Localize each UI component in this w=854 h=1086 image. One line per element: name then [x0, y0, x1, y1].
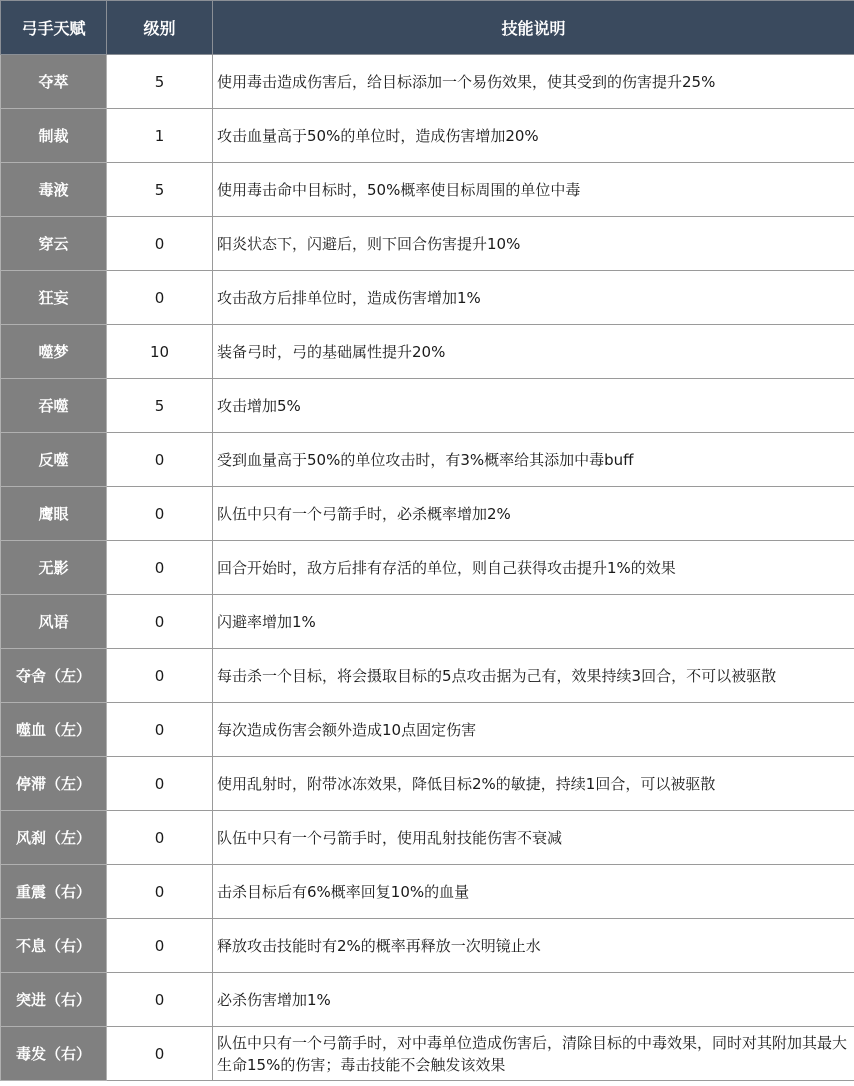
talent-description: 每次造成伤害会额外造成10点固定伤害 — [213, 703, 854, 757]
table-row — [1, 487, 854, 541]
table-row — [1, 55, 854, 109]
talent-name: 不息（右） — [1, 919, 107, 973]
talent-name: 吞噬 — [1, 379, 107, 433]
table-row — [1, 379, 854, 433]
talent-level: 0 — [107, 757, 213, 811]
talent-rows — [1, 55, 854, 1081]
talent-name: 夺萃 — [1, 55, 107, 109]
header-name: 弓手天赋 — [1, 1, 107, 55]
talent-description: 攻击增加5% — [213, 379, 854, 433]
talent-level: 0 — [107, 973, 213, 1027]
talent-name: 穿云 — [1, 217, 107, 271]
table-row — [1, 919, 854, 973]
talent-description: 受到血量高于50%的单位攻击时，有3%概率给其添加中毒buff — [213, 433, 854, 487]
talent-description: 队伍中只有一个弓箭手时，对中毒单位造成伤害后，清除目标的中毒效果，同时对其附加其最大生命15%的伤害；毒击技能不会触发该效果 — [213, 1027, 854, 1081]
talent-name: 毒发（右） — [1, 1027, 107, 1081]
talent-name: 噬梦 — [1, 325, 107, 379]
talent-level: 0 — [107, 811, 213, 865]
talent-level: 0 — [107, 271, 213, 325]
table-row — [1, 811, 854, 865]
talent-level: 0 — [107, 919, 213, 973]
talent-level: 5 — [107, 379, 213, 433]
talent-level: 5 — [107, 55, 213, 109]
table-row — [1, 1027, 854, 1081]
talent-level: 5 — [107, 163, 213, 217]
header-level: 级别 — [107, 1, 213, 55]
talent-description: 使用毒击造成伤害后，给目标添加一个易伤效果，使其受到的伤害提升25% — [213, 55, 854, 109]
talent-description: 队伍中只有一个弓箭手时，使用乱射技能伤害不衰减 — [213, 811, 854, 865]
talent-name: 风刹（左） — [1, 811, 107, 865]
table-row — [1, 541, 854, 595]
talent-level: 0 — [107, 703, 213, 757]
talent-description: 阳炎状态下，闪避后，则下回合伤害提升10% — [213, 217, 854, 271]
talent-level: 0 — [107, 487, 213, 541]
talent-description: 使用乱射时，附带冰冻效果，降低目标2%的敏捷，持续1回合，可以被驱散 — [213, 757, 854, 811]
talent-description: 装备弓时，弓的基础属性提升20% — [213, 325, 854, 379]
talent-name: 夺舍（左） — [1, 649, 107, 703]
talent-level: 0 — [107, 541, 213, 595]
talent-name: 停滞（左） — [1, 757, 107, 811]
table-row — [1, 433, 854, 487]
table-row — [1, 109, 854, 163]
table-row — [1, 649, 854, 703]
talent-name: 狂妄 — [1, 271, 107, 325]
talent-name: 无影 — [1, 541, 107, 595]
talent-level: 0 — [107, 865, 213, 919]
talent-level: 0 — [107, 595, 213, 649]
talent-description: 使用毒击命中目标时，50%概率使目标周围的单位中毒 — [213, 163, 854, 217]
table-row — [1, 973, 854, 1027]
header-row — [1, 1, 854, 55]
talent-description: 每击杀一个目标，将会摄取目标的5点攻击据为己有，效果持续3回合，不可以被驱散 — [213, 649, 854, 703]
talent-level: 0 — [107, 433, 213, 487]
table-row — [1, 271, 854, 325]
table-row — [1, 703, 854, 757]
table-row — [1, 217, 854, 271]
table-row — [1, 865, 854, 919]
talent-description: 闪避率增加1% — [213, 595, 854, 649]
talent-level: 10 — [107, 325, 213, 379]
talent-level: 0 — [107, 1027, 213, 1081]
talent-description: 释放攻击技能时有2%的概率再释放一次明镜止水 — [213, 919, 854, 973]
talent-name: 突进（右） — [1, 973, 107, 1027]
talent-name: 噬血（左） — [1, 703, 107, 757]
talent-name: 毒液 — [1, 163, 107, 217]
table-row — [1, 163, 854, 217]
talent-level: 0 — [107, 649, 213, 703]
talent-level: 0 — [107, 217, 213, 271]
talent-name: 重震（右） — [1, 865, 107, 919]
talent-name: 制裁 — [1, 109, 107, 163]
header-desc: 技能说明 — [213, 1, 854, 55]
table-row — [1, 595, 854, 649]
talent-description: 攻击敌方后排单位时，造成伤害增加1% — [213, 271, 854, 325]
talent-name: 风语 — [1, 595, 107, 649]
talent-level: 1 — [107, 109, 213, 163]
talent-description: 击杀目标后有6%概率回复10%的血量 — [213, 865, 854, 919]
talent-description: 攻击血量高于50%的单位时，造成伤害增加20% — [213, 109, 854, 163]
talent-description: 回合开始时，敌方后排有存活的单位，则自己获得攻击提升1%的效果 — [213, 541, 854, 595]
talent-name: 反噬 — [1, 433, 107, 487]
talent-name: 鹰眼 — [1, 487, 107, 541]
table-row — [1, 325, 854, 379]
talent-description: 队伍中只有一个弓箭手时，必杀概率增加2% — [213, 487, 854, 541]
talent-description: 必杀伤害增加1% — [213, 973, 854, 1027]
table-row — [1, 757, 854, 811]
